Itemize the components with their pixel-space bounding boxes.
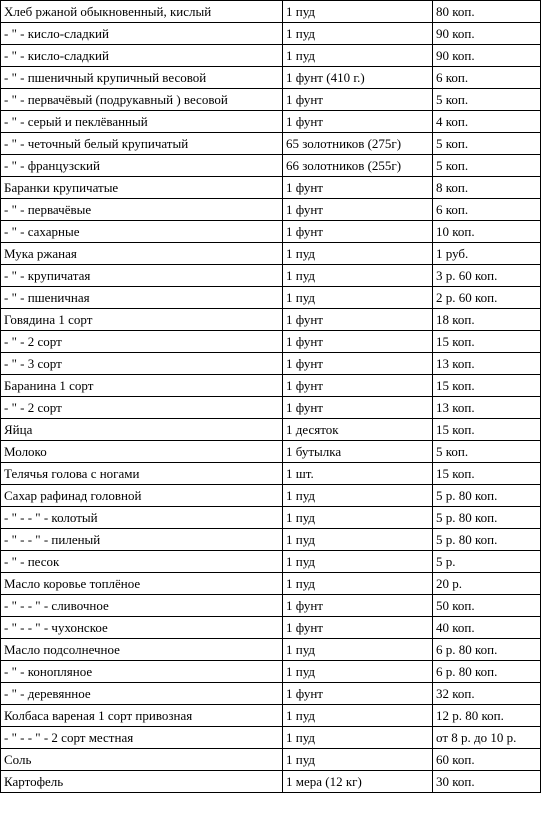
unit-cell: 1 пуд xyxy=(283,287,433,309)
item-name-cell: Яйца xyxy=(1,419,283,441)
unit-cell: 66 золотников (255г) xyxy=(283,155,433,177)
item-name-cell: Масло коровье топлёное xyxy=(1,573,283,595)
unit-cell: 1 фунт (410 г.) xyxy=(283,67,433,89)
table-row xyxy=(1,485,541,507)
item-name-cell: - " - деревянное xyxy=(1,683,283,705)
unit-cell: 1 бутылка xyxy=(283,441,433,463)
table-row xyxy=(1,661,541,683)
item-name-cell: - " - конопляное xyxy=(1,661,283,683)
item-name-cell: Говядина 1 сорт xyxy=(1,309,283,331)
price-cell: 15 коп. xyxy=(433,375,541,397)
table-row xyxy=(1,639,541,661)
price-cell: 5 р. xyxy=(433,551,541,573)
price-cell: 20 р. xyxy=(433,573,541,595)
unit-cell: 1 фунт xyxy=(283,331,433,353)
price-table-body xyxy=(1,1,541,793)
table-row xyxy=(1,221,541,243)
item-name-cell: - " - - " - колотый xyxy=(1,507,283,529)
item-name-cell: - " - - " - пиленый xyxy=(1,529,283,551)
item-name-cell: Картофель xyxy=(1,771,283,793)
unit-cell: 1 десяток xyxy=(283,419,433,441)
unit-cell: 1 пуд xyxy=(283,45,433,67)
unit-cell: 1 фунт xyxy=(283,89,433,111)
unit-cell: 1 пуд xyxy=(283,727,433,749)
item-name-cell: - " - кисло-сладкий xyxy=(1,45,283,67)
item-name-cell: - " - - " - 2 сорт местная xyxy=(1,727,283,749)
item-name-cell: Хлеб ржаной обыкновенный, кислый xyxy=(1,1,283,23)
table-row xyxy=(1,331,541,353)
table-row xyxy=(1,243,541,265)
price-cell: 5 р. 80 коп. xyxy=(433,485,541,507)
price-cell: 18 коп. xyxy=(433,309,541,331)
unit-cell: 1 фунт xyxy=(283,111,433,133)
price-cell: 5 коп. xyxy=(433,89,541,111)
item-name-cell: Баранина 1 сорт xyxy=(1,375,283,397)
unit-cell: 1 пуд xyxy=(283,507,433,529)
price-cell: 6 р. 80 коп. xyxy=(433,661,541,683)
price-cell: 5 коп. xyxy=(433,441,541,463)
table-row xyxy=(1,771,541,793)
table-row xyxy=(1,705,541,727)
table-row xyxy=(1,89,541,111)
table-row xyxy=(1,463,541,485)
unit-cell: 1 пуд xyxy=(283,23,433,45)
price-cell: 5 коп. xyxy=(433,133,541,155)
table-row xyxy=(1,507,541,529)
item-name-cell: - " - серый и пеклёванный xyxy=(1,111,283,133)
unit-cell: 1 шт. xyxy=(283,463,433,485)
price-cell: 4 коп. xyxy=(433,111,541,133)
price-cell: 13 коп. xyxy=(433,397,541,419)
unit-cell: 1 фунт xyxy=(283,199,433,221)
table-row xyxy=(1,111,541,133)
item-name-cell: - " - крупичатая xyxy=(1,265,283,287)
price-cell: 5 р. 80 коп. xyxy=(433,529,541,551)
table-row xyxy=(1,155,541,177)
table-row xyxy=(1,265,541,287)
unit-cell: 1 фунт xyxy=(283,397,433,419)
table-row xyxy=(1,397,541,419)
item-name-cell: - " - пшеничная xyxy=(1,287,283,309)
price-cell: 6 коп. xyxy=(433,199,541,221)
item-name-cell: Телячья голова с ногами xyxy=(1,463,283,485)
price-cell: 10 коп. xyxy=(433,221,541,243)
table-row xyxy=(1,683,541,705)
item-name-cell: - " - - " - сливочное xyxy=(1,595,283,617)
unit-cell: 1 пуд xyxy=(283,749,433,771)
table-row xyxy=(1,419,541,441)
unit-cell: 1 пуд xyxy=(283,485,433,507)
item-name-cell: - " - первачёвый (подрукавный ) весовой xyxy=(1,89,283,111)
unit-cell: 1 пуд xyxy=(283,551,433,573)
unit-cell: 1 пуд xyxy=(283,265,433,287)
unit-cell: 1 пуд xyxy=(283,705,433,727)
unit-cell: 1 пуд xyxy=(283,243,433,265)
table-row xyxy=(1,595,541,617)
item-name-cell: Баранки крупичатые xyxy=(1,177,283,199)
unit-cell: 1 фунт xyxy=(283,683,433,705)
table-row xyxy=(1,199,541,221)
unit-cell: 1 фунт xyxy=(283,617,433,639)
item-name-cell: Масло подсолнечное xyxy=(1,639,283,661)
item-name-cell: - " - первачёвые xyxy=(1,199,283,221)
price-cell: 15 коп. xyxy=(433,419,541,441)
unit-cell: 1 фунт xyxy=(283,353,433,375)
item-name-cell: Сахар рафинад головной xyxy=(1,485,283,507)
table-row xyxy=(1,309,541,331)
price-cell: 12 р. 80 коп. xyxy=(433,705,541,727)
table-row xyxy=(1,551,541,573)
price-cell: 13 коп. xyxy=(433,353,541,375)
table-row xyxy=(1,287,541,309)
item-name-cell: - " - французский xyxy=(1,155,283,177)
price-cell: 6 р. 80 коп. xyxy=(433,639,541,661)
item-name-cell: Мука ржаная xyxy=(1,243,283,265)
price-cell: 15 коп. xyxy=(433,331,541,353)
item-name-cell: - " - четочный белый крупичатый xyxy=(1,133,283,155)
item-name-cell: - " - кисло-сладкий xyxy=(1,23,283,45)
item-name-cell: - " - 3 сорт xyxy=(1,353,283,375)
unit-cell: 1 фунт xyxy=(283,595,433,617)
unit-cell: 1 пуд xyxy=(283,639,433,661)
table-row xyxy=(1,529,541,551)
price-cell: 50 коп. xyxy=(433,595,541,617)
item-name-cell: Соль xyxy=(1,749,283,771)
price-cell: 5 р. 80 коп. xyxy=(433,507,541,529)
price-cell: 90 коп. xyxy=(433,45,541,67)
price-cell: 32 коп. xyxy=(433,683,541,705)
table-row xyxy=(1,749,541,771)
table-row xyxy=(1,441,541,463)
unit-cell: 1 фунт xyxy=(283,375,433,397)
unit-cell: 1 фунт xyxy=(283,221,433,243)
item-name-cell: - " - - " - чухонское xyxy=(1,617,283,639)
price-cell: 6 коп. xyxy=(433,67,541,89)
price-cell: 15 коп. xyxy=(433,463,541,485)
unit-cell: 1 мера (12 кг) xyxy=(283,771,433,793)
price-cell: 40 коп. xyxy=(433,617,541,639)
price-cell: 8 коп. xyxy=(433,177,541,199)
item-name-cell: - " - 2 сорт xyxy=(1,397,283,419)
unit-cell: 1 пуд xyxy=(283,1,433,23)
price-cell: 5 коп. xyxy=(433,155,541,177)
unit-cell: 65 золотников (275г) xyxy=(283,133,433,155)
price-cell: 30 коп. xyxy=(433,771,541,793)
unit-cell: 1 пуд xyxy=(283,529,433,551)
price-cell: 90 коп. xyxy=(433,23,541,45)
table-row xyxy=(1,1,541,23)
table-row xyxy=(1,23,541,45)
item-name-cell: - " - пшеничный крупичный весовой xyxy=(1,67,283,89)
price-cell: 1 руб. xyxy=(433,243,541,265)
table-row xyxy=(1,67,541,89)
item-name-cell: - " - 2 сорт xyxy=(1,331,283,353)
item-name-cell: Колбаса вареная 1 сорт привозная xyxy=(1,705,283,727)
table-row xyxy=(1,353,541,375)
unit-cell: 1 фунт xyxy=(283,309,433,331)
item-name-cell: - " - сахарные xyxy=(1,221,283,243)
price-cell: 3 р. 60 коп. xyxy=(433,265,541,287)
table-row xyxy=(1,617,541,639)
price-cell: 80 коп. xyxy=(433,1,541,23)
table-row xyxy=(1,45,541,67)
table-row xyxy=(1,727,541,749)
table-row xyxy=(1,133,541,155)
unit-cell: 1 пуд xyxy=(283,573,433,595)
price-cell: 2 р. 60 коп. xyxy=(433,287,541,309)
table-row xyxy=(1,573,541,595)
table-row xyxy=(1,177,541,199)
table-row xyxy=(1,375,541,397)
unit-cell: 1 фунт xyxy=(283,177,433,199)
item-name-cell: - " - песок xyxy=(1,551,283,573)
unit-cell: 1 пуд xyxy=(283,661,433,683)
item-name-cell: Молоко xyxy=(1,441,283,463)
price-cell: 60 коп. xyxy=(433,749,541,771)
price-cell: от 8 р. до 10 р. xyxy=(433,727,541,749)
